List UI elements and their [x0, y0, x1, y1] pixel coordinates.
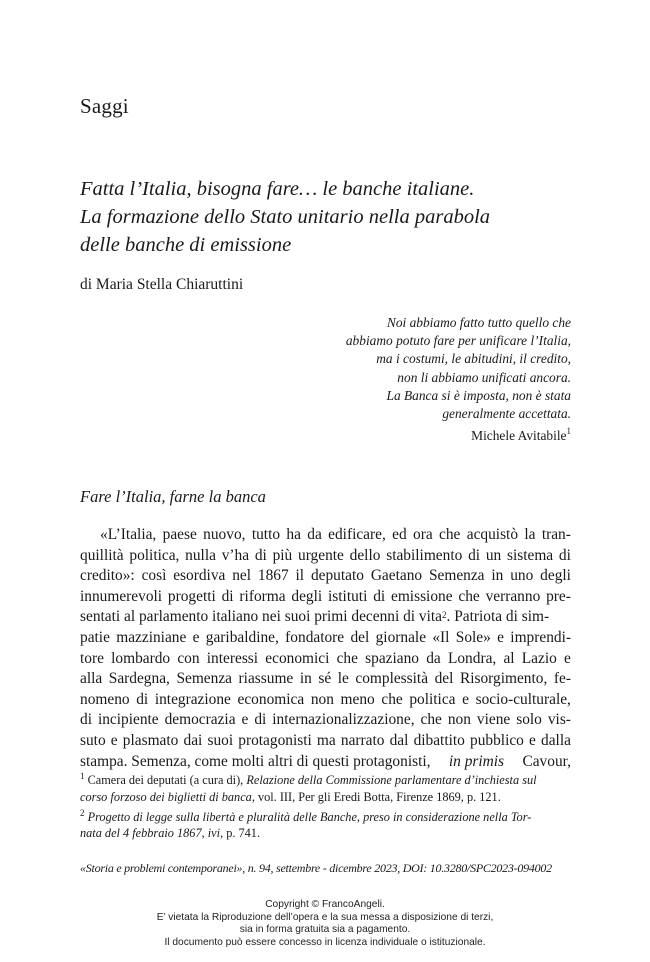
body-line [80, 731, 571, 752]
body-word: di [136, 690, 149, 708]
epigraph-line: La Banca si è imposta, non è stata [386, 387, 571, 403]
body-word: Gaetano [370, 567, 423, 585]
epigraph-line: abbiamo potuto fare per unificare l’Italia, [345, 333, 571, 349]
copyright-line: Copyright © FrancoAngeli. [265, 899, 385, 910]
body-word: economica [237, 690, 305, 708]
title-line: delle banche di emissione [80, 234, 292, 256]
body-word: plasmato [122, 731, 179, 749]
body-word: istituti [328, 587, 368, 605]
body-word: di [558, 546, 571, 564]
body-word: in [299, 670, 312, 688]
body-word: paese [162, 526, 197, 543]
body-word: suoi [207, 731, 234, 749]
body-word: Risorgimento, [459, 670, 548, 688]
epigraph [300, 314, 571, 423]
body-word: edificare, [328, 526, 386, 543]
body-word: mazziniane [116, 628, 187, 646]
body-word: ha [286, 526, 301, 543]
body-word: riassume [238, 670, 294, 688]
body-word: Semenza [176, 670, 232, 688]
footnote-marker[interactable]: 1 [566, 426, 571, 436]
body-word: di [373, 587, 386, 605]
body-word: meno [340, 690, 375, 708]
body-word: politica [409, 690, 456, 708]
body-line [80, 690, 571, 711]
body-word: Londra, [447, 649, 497, 667]
body-word: democrazia [164, 711, 236, 729]
footnote-2 [80, 805, 571, 826]
epigraph-line: non li abbiamo unificati ancora. [397, 369, 571, 385]
body-paragraph [80, 525, 571, 772]
body-word: da [426, 649, 441, 667]
body-word: dal [389, 731, 409, 749]
body-word: deputato [310, 567, 364, 585]
body-line [80, 587, 571, 608]
body-word: quillità [80, 546, 124, 564]
body-line [80, 607, 571, 628]
epigraph-line: Noi abbiamo fatto tutto quello che [386, 315, 571, 330]
body-word: fondatore [285, 628, 345, 646]
body-word: Semenza [428, 567, 485, 585]
copyright-notice [0, 899, 650, 949]
footnote-number: 1 [80, 771, 85, 781]
footnote-italic: ivi [207, 826, 221, 841]
section-heading: Fare l’Italia, farne la banca [80, 487, 266, 506]
body-word: acquistò [466, 526, 519, 543]
body-text-run: Cavour, [522, 752, 571, 770]
body-word: economici [265, 649, 330, 667]
body-word: tutto [251, 526, 281, 543]
footnote-text: , [201, 826, 208, 841]
epigraph-attribution [300, 428, 571, 444]
body-word: ed [392, 526, 407, 543]
body-word: verranno [485, 587, 541, 605]
body-word: di [468, 546, 481, 564]
body-word: «Il [432, 628, 450, 646]
body-word: da [307, 526, 322, 543]
body-word: e [497, 628, 504, 646]
body-word: esordiva [173, 567, 226, 585]
body-word: nomeno [80, 690, 130, 708]
copyright-line: sia in forma gratuita sia a pagamento. [239, 924, 411, 936]
body-word: uno [510, 567, 534, 585]
body-word: e [462, 690, 469, 708]
body-word: 1867 [257, 567, 289, 585]
body-word: al [503, 649, 515, 667]
body-line [80, 669, 571, 690]
body-word: dai [183, 731, 203, 749]
footnote-text: Camera dei deputati (a cura di), [84, 773, 247, 788]
body-word: e [110, 731, 118, 749]
body-word: protagonisti [238, 731, 312, 749]
journal-citation: «Storia e problemi contemporanei», n. 94, settembre - dicembre 2023, DOI: 10.3280/SPC2023-094002 [80, 861, 552, 875]
body-line [80, 566, 571, 587]
body-word: e [529, 731, 536, 749]
body-word: tore [80, 649, 104, 667]
body-word: politica, [129, 546, 180, 564]
body-word: pre- [546, 587, 571, 605]
body-word: integrazione [154, 690, 231, 708]
body-word: innumerevoli [80, 587, 163, 605]
article-title [80, 175, 580, 259]
body-line [80, 628, 571, 649]
footnote-text: , p. 741. [220, 826, 261, 841]
footnote-italic: nata del 4 febbraio 1867 [80, 826, 202, 841]
body-word: non [310, 690, 334, 708]
body-word: del [350, 628, 370, 646]
body-word: complessità [355, 670, 429, 688]
footnote-1 [80, 768, 571, 789]
footnote-1-cont [80, 789, 571, 805]
body-text-run: sentati al parlamento italiano nei suoi primi decenni di vita [80, 608, 443, 626]
body-word: interessi [206, 649, 259, 667]
body-word: nel [232, 567, 252, 585]
body-word: Sardegna, [108, 670, 170, 688]
body-word: solo [516, 711, 542, 729]
body-line [80, 525, 571, 546]
body-word: e [192, 628, 200, 646]
body-word: spaziano [365, 649, 420, 667]
body-word: di [80, 711, 92, 729]
body-word: stabilimento [386, 546, 463, 564]
body-word: con [177, 649, 200, 667]
body-word: che [439, 526, 461, 543]
body-word: Sole» [455, 628, 491, 646]
body-word: dalla [541, 731, 571, 749]
body-word: «L’Italia, [100, 526, 157, 543]
footnote-number: 2 [80, 807, 85, 818]
body-word: progetti [167, 587, 216, 605]
body-word: che [420, 711, 442, 729]
attribution-name: Michele Avitabile [471, 428, 567, 443]
body-word: emissione [391, 587, 453, 605]
body-word: sistema [506, 546, 554, 564]
footnote-italic: Relazione della Commissione parlamentare d’inchiesta sul [246, 773, 537, 788]
body-text-run: stampa. Semenza, come molti altri di questi protagonisti, [80, 752, 431, 770]
body-word: in [491, 567, 504, 585]
footnote-italic: corso forzoso dei biglietti di banca [80, 789, 252, 804]
body-word: e [241, 711, 249, 729]
body-word: narrato [340, 731, 385, 749]
body-word: credito»: [80, 567, 135, 585]
body-word: garibaldine, [205, 628, 279, 646]
footnote-2-cont [80, 825, 571, 841]
body-word: che [458, 587, 480, 605]
body-word: che [381, 690, 403, 708]
footnote-italic: Progetto di legge sulla libertà e pluralità delle Banche, preso in considerazione nella Tor- [84, 810, 532, 824]
body-word: pubblico [470, 731, 524, 749]
body-word: Lazio [521, 649, 557, 667]
body-word: non [447, 711, 471, 729]
body-word: il [295, 567, 305, 585]
body-word: incipiente [97, 711, 159, 729]
body-word: di [254, 711, 267, 729]
body-word: giornale [375, 628, 427, 646]
body-word: tran- [541, 526, 571, 543]
body-word: così [141, 567, 167, 585]
body-word: suto [80, 731, 106, 749]
body-word: imprendi- [510, 628, 571, 646]
body-word: patie [80, 628, 110, 646]
body-word: sé [318, 670, 332, 688]
body-word: dello [349, 546, 381, 564]
section-label: Saggi [80, 94, 129, 118]
body-word: dibattito [413, 731, 465, 749]
body-word: di [221, 587, 234, 605]
body-word: nulla [185, 546, 216, 564]
body-word: degli [291, 587, 323, 605]
footnote-marker[interactable]: 2 [442, 610, 447, 621]
body-word: degli [540, 567, 571, 585]
body-italic-run: in primis [448, 752, 505, 770]
body-word: ora [413, 526, 433, 543]
author-byline: di Maria Stella Chiaruttini [80, 276, 244, 293]
body-word: internazionalizzazione, [272, 711, 415, 729]
body-word: riforma [239, 587, 286, 605]
body-word: di [254, 546, 267, 564]
body-word: alla [80, 670, 103, 688]
body-word: socio-culturale, [475, 690, 571, 708]
body-line [80, 546, 571, 567]
body-word: viene [476, 711, 511, 729]
body-word: v’ha [221, 546, 250, 564]
body-word: lombardo [111, 649, 171, 667]
body-word: urgente [298, 546, 344, 564]
epigraph-line: ma i costumi, le abitudini, il credito, [376, 351, 571, 367]
body-word: nuovo, [203, 526, 246, 543]
body-text-run: . Patriota di sim- [446, 608, 550, 626]
body-word: la [524, 526, 536, 543]
body-line [80, 649, 571, 670]
body-word: fe- [553, 670, 571, 688]
body-word: del [434, 670, 454, 688]
body-word: che [336, 649, 358, 667]
footnote-text: , vol. III, Per gli Eredi Botta, Firenze 1869, p. 121. [251, 789, 501, 804]
body-line [80, 710, 571, 731]
epigraph-line: generalmente accettata. [442, 406, 571, 422]
body-word: un [485, 546, 502, 564]
body-word: le [337, 670, 349, 688]
title-line: La formazione dello Stato unitario nella parabola [80, 206, 491, 228]
body-word: e [564, 649, 571, 667]
copyright-line: E’ vietata la Riproduzione dell’opera e la sua messa a disposizione di terzi, [156, 911, 494, 923]
body-word: ma [316, 731, 336, 749]
body-word: più [272, 546, 293, 564]
footnotes [80, 768, 571, 842]
body-word: vis- [547, 711, 571, 729]
title-line: Fatta l’Italia, bisogna fare… le banche italiane. [80, 178, 475, 200]
copyright-line: Il documento può essere concesso in licenza individuale o istituzionale. [164, 936, 486, 948]
